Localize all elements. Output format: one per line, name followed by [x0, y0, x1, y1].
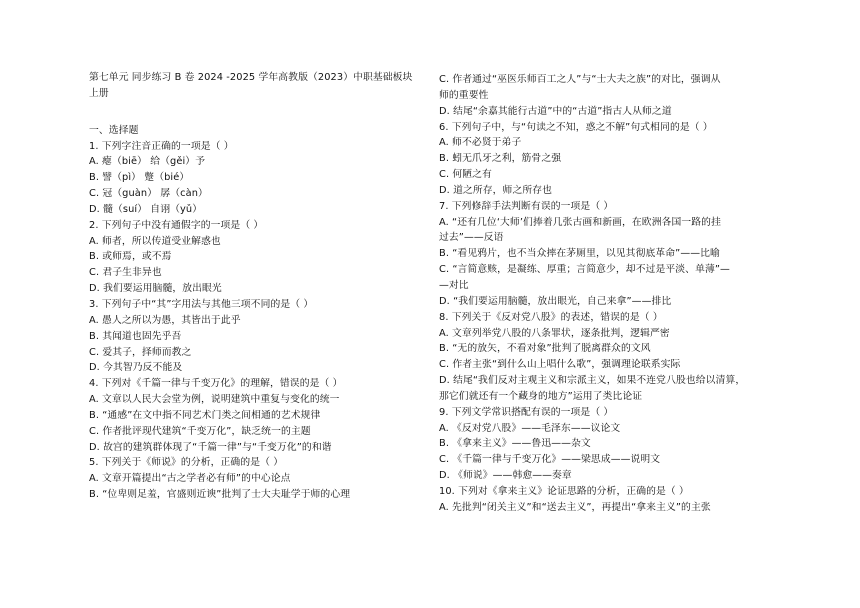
question-line: A. 师不必贤于弟子	[439, 137, 522, 149]
question-line: B. “无的放矢，不看对象”批判了脱离群众的文风	[439, 343, 651, 355]
question-line: B. 或师焉，或不焉	[89, 251, 172, 263]
left-question-list	[89, 139, 431, 503]
question-line: C. 作者通过“巫医乐师百工之人”与“士大夫之族”的对比，强调从	[439, 74, 721, 85]
question-line: 8. 下列关于《反对党八股》的表述，错误的是（ ）	[439, 311, 663, 323]
question-line: C. “言简意赅，是凝练、厚重；言简意少，却不过是平淡、单薄”—	[439, 264, 730, 276]
question-line: A. “还有几位‘大师’们捧着几张古画和新画，在欧洲各国一路的挂	[439, 216, 721, 228]
question-line: —对比	[439, 279, 469, 291]
title-spacer	[89, 102, 431, 123]
question-line: A. 瘪（biē） 给（gěi）予	[89, 156, 206, 168]
question-line: A. 文章列举党八股的八条罪状，逐条批判，逻辑严密	[439, 327, 670, 339]
question-line: C. 作者批评现代建筑“千变万化”，缺乏统一的主题	[89, 425, 311, 437]
document-title-line-1: 第七单元 同步练习 B 卷 2024 -2025 学年高教版（2023）中职基础板块	[89, 72, 413, 83]
question-line: B. “看见鸦片，也不当众摔在茅厕里，以见其彻底革命”——比喻	[439, 248, 720, 260]
question-line: D. 结尾“余嘉其能行古道”中的“古道”指古人从师之道	[439, 105, 672, 117]
question-line: 过去”——反语	[439, 232, 504, 244]
question-line: 1. 下列字注音正确的一项是（ ）	[89, 140, 234, 152]
question-line: C. 冠（guàn） 孱（càn）	[89, 188, 208, 200]
question-line: D. 道之所存，师之所存也	[439, 184, 553, 196]
question-line: 6. 下列句子中，与“句读之不知，惑之不解”句式相同的是（ ）	[439, 121, 713, 133]
question-line: A. 先批判“闭关主义”和“送去主义”，再提出“拿来主义”的主张	[439, 501, 711, 513]
question-line: D. 我们要运用脑髓，放出眼光	[89, 283, 222, 295]
question-line: B. 《拿来主义》——鲁迅——杂文	[439, 438, 591, 450]
question-line: C. 爱其子，择师而教之	[89, 346, 192, 358]
question-line: 5. 下列关于《师说》的分析，正确的是（ ）	[89, 457, 284, 469]
question-line: 师的重要性	[439, 89, 489, 101]
question-line: D. “我们要运用脑髓，放出眼光，自己来拿”——排比	[439, 295, 672, 307]
section-heading: 一、选择题	[89, 124, 139, 136]
question-line: A. 愚人之所以为愚，其皆出于此乎	[89, 314, 241, 326]
left-column	[89, 70, 431, 503]
right-column	[439, 72, 779, 516]
question-line: C. 《千篇一律与千变万化》——梁思成——说明文	[439, 454, 661, 466]
question-line: B. 譬（pì） 蹩（bié）	[89, 172, 190, 184]
question-line: C. 作者主张“到什么山上唱什么歌”，强调理论联系实际	[439, 359, 681, 371]
question-line: 10. 下列对《拿来主义》论证思路的分析，正确的是（ ）	[439, 485, 689, 497]
question-line: D. 今其智乃反不能及	[89, 362, 183, 374]
question-line: A. 文章开篇提出“古之学者必有师”的中心论点	[89, 473, 291, 485]
question-line: 2. 下列句子中没有通假字的一项是（ ）	[89, 219, 264, 231]
question-line: A. 师者，所以传道受业解惑也	[89, 235, 221, 247]
question-line: B. “位卑则足羞，官盛则近谀”批判了士大夫耻学于师的心理	[89, 489, 351, 501]
document-title-line-2: 上册	[89, 87, 109, 99]
question-line: D. 结尾“我们反对主观主义和宗派主义，如果不连党八股也给以清算，	[439, 375, 746, 387]
question-line: B. 其闻道也固先乎吾	[89, 330, 182, 342]
question-line: B. 蚓无爪牙之利，筋骨之强	[439, 153, 562, 165]
question-line: A. 《反对党八股》——毛泽东——议论文	[439, 422, 621, 434]
question-line: C. 君子生非异也	[89, 267, 162, 279]
question-line: 9. 下列文学常识搭配有误的一项是（ ）	[439, 406, 614, 418]
question-line: C. 何陋之有	[439, 169, 492, 181]
question-line: 7. 下列修辞手法判断有误的一项是（ ）	[439, 200, 614, 212]
question-line: 4. 下列对《千篇一律与千变万化》的理解，错误的是（ ）	[89, 378, 343, 390]
question-line: D. 《师说》——韩愈——奏章	[439, 470, 572, 482]
question-line: 3. 下列句子中“其”字用法与其他三项不同的是（ ）	[89, 298, 314, 310]
question-line: D. 髓（suí） 自诩（yǔ）	[89, 203, 203, 215]
question-line: B. “通感”在文中指不同艺术门类之间相通的艺术规律	[89, 409, 321, 421]
question-line: 那它们就还有一个藏身的地方”运用了类比论证	[439, 390, 643, 402]
question-line: A. 文章以人民大会堂为例，说明建筑中重复与变化的统一	[89, 394, 340, 406]
right-question-list	[439, 72, 779, 516]
question-line: D. 故宫的建筑群体现了“千篇一律”与“千变万化”的和谐	[89, 441, 332, 453]
